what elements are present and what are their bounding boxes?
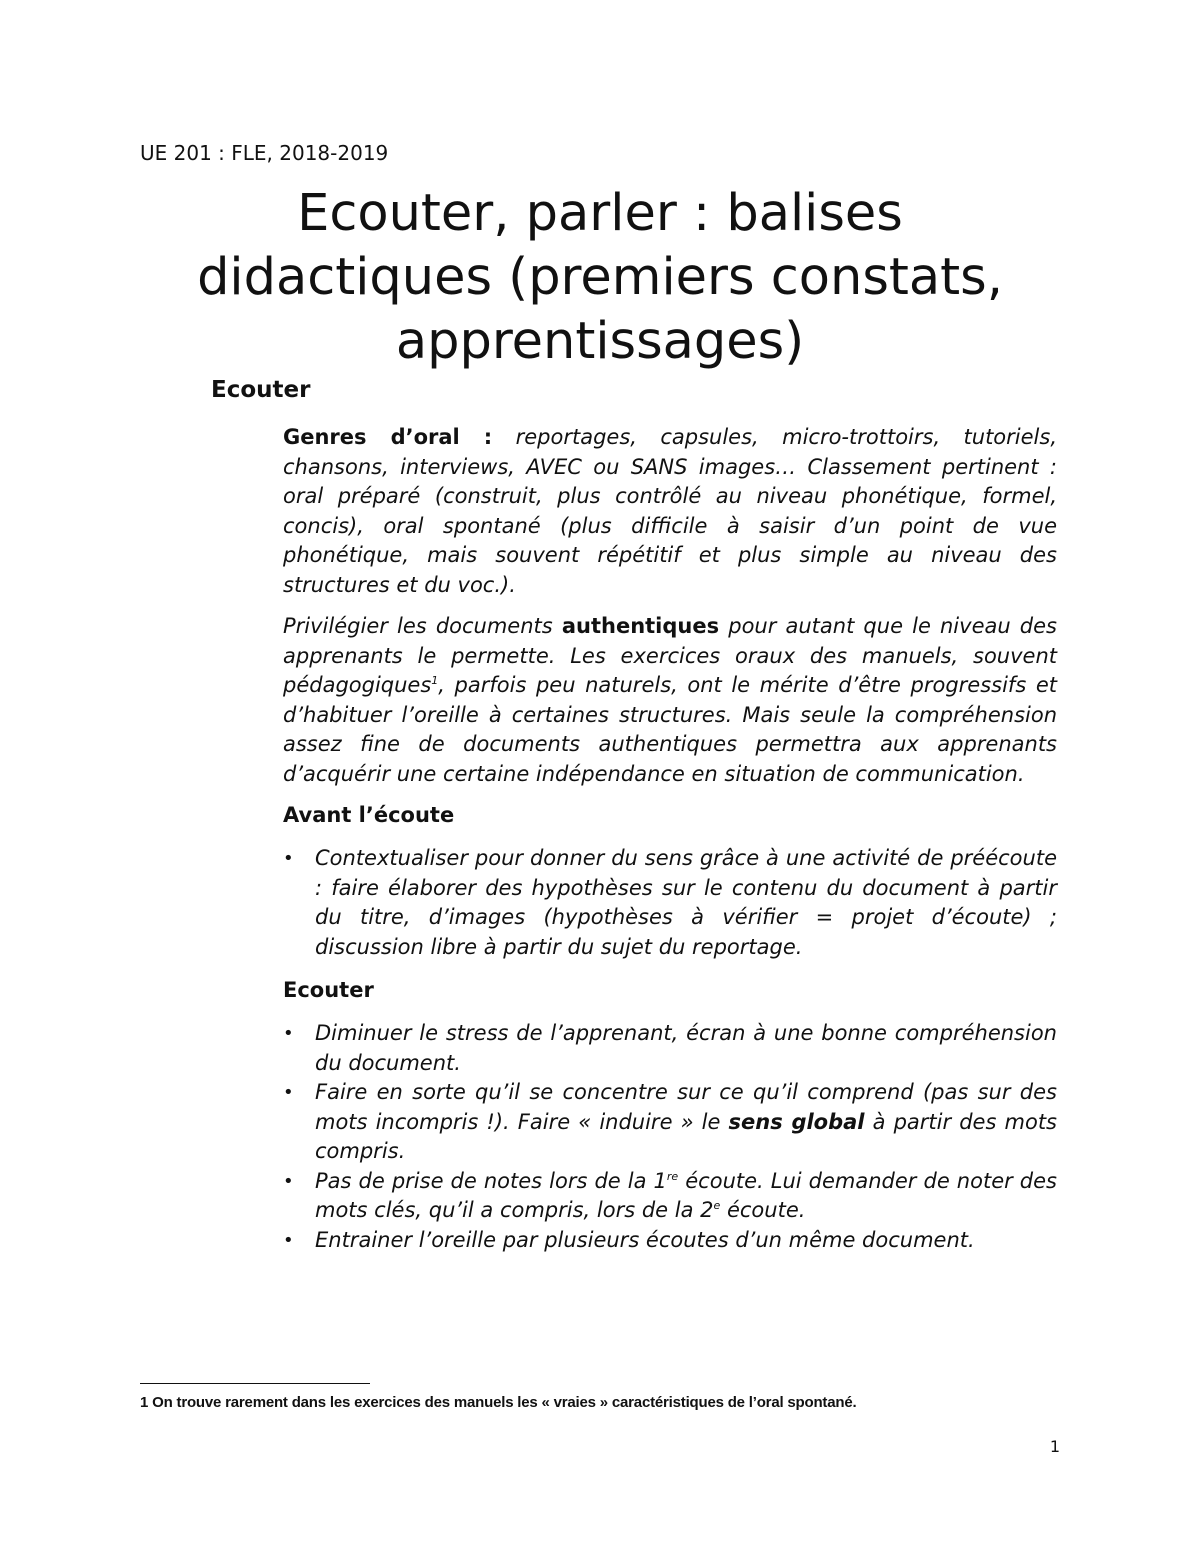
title-line-3: apprentissages) bbox=[395, 312, 805, 371]
genres-text: reportages, capsules, micro-trottoirs, tutoriels, chansons, interviews, AVEC ou SANS images… Classement pertinent : oral préparé (construit, plus contrôlé au niveau phonétique, formel, concis), oral spontané (plus difficile à saisir d’un point de vue phonétique, mais souvent répétitif et plus simple au niveau des structures et du voc.). bbox=[283, 425, 1057, 597]
list-item-text: Faire en sorte qu’il se concentre sur ce qu’il comprend (pas sur des mots incompris !). Faire « induire » le bbox=[315, 1080, 1057, 1134]
listening-list bbox=[283, 1019, 1057, 1255]
list-item bbox=[283, 1167, 1057, 1226]
list-item-text-after: à partir des mots compris. bbox=[315, 1109, 1058, 1163]
list-item bbox=[283, 1019, 1057, 1078]
genres-paragraph bbox=[283, 423, 1057, 600]
footnote-reference[interactable]: 1 bbox=[431, 674, 439, 687]
list-item-text-mid: écoute. Lui demander de noter des mots clés, qu’il a compris, lors de la 2 bbox=[315, 1168, 1057, 1222]
bullet-icon: • bbox=[283, 1229, 294, 1251]
list-item-text: Pas de prise de notes lors de la 1 bbox=[315, 1168, 667, 1193]
authentic-text-middle: pour autant que le niveau des apprenants le permette. Les exercices oraux des manuels, souvent pédagogiques bbox=[283, 614, 1057, 697]
bullet-icon: • bbox=[283, 1023, 294, 1044]
bullet-icon: • bbox=[283, 848, 294, 869]
list-item-text: Entrainer l’oreille par plusieurs écoutes d’un même document. bbox=[315, 1227, 975, 1252]
footnote bbox=[140, 1393, 1100, 1413]
title-line-2: didactiques (premiers constats, bbox=[197, 248, 1003, 307]
list-item bbox=[283, 1078, 1057, 1167]
ordinal-superscript: e bbox=[713, 1199, 721, 1212]
footnote-number: 1 bbox=[140, 1394, 149, 1411]
list-item-text: Diminuer le stress de l’apprenant, écran à une bonne compréhension du document. bbox=[315, 1021, 1057, 1075]
footnote-text: On trouve rarement dans les exercices des manuels les « vraies » caractéristiques de l’oral spontané. bbox=[148, 1394, 857, 1411]
ordinal-superscript: re bbox=[666, 1169, 679, 1183]
authentic-text-before: Privilégier les documents bbox=[283, 614, 562, 638]
page-number: 1 bbox=[1049, 1437, 1060, 1456]
list-item bbox=[283, 844, 1057, 962]
before-listening-list bbox=[283, 844, 1057, 962]
before-listening-heading: Avant l’écoute bbox=[283, 803, 455, 827]
title-line-1: Ecouter, parler : balises bbox=[297, 184, 903, 243]
list-item bbox=[283, 1226, 1057, 1256]
bullet-icon: • bbox=[283, 1082, 294, 1103]
footnote-separator bbox=[140, 1383, 370, 1384]
authentic-paragraph bbox=[283, 612, 1057, 789]
authentic-text-after: , parfois peu naturels, ont le mérite d’être progressifs et d’habituer l’oreille à certaines structures. Mais seule la compréhension assez fine de documents authentiques permettra aux apprenants d’acquérir une certaine indépendance en situation de communication. bbox=[283, 673, 1057, 786]
global-sense-bold: sens global bbox=[728, 1109, 865, 1134]
list-item-text-end: écoute. bbox=[720, 1198, 806, 1222]
section-heading: Ecouter bbox=[211, 377, 311, 403]
listening-heading: Ecouter bbox=[283, 978, 374, 1002]
genres-label: Genres d’oral : bbox=[283, 425, 493, 449]
page-title bbox=[100, 182, 1100, 374]
list-item-text: Contextualiser pour donner du sens grâce à une activité de préécoute : faire élaborer des hypothèses sur le contenu du document à partir du titre, d’images (hypothèses à vérifier = projet d’écoute) ; discussion libre à partir du sujet du reportage. bbox=[315, 846, 1057, 959]
document-body bbox=[283, 423, 1057, 1269]
authentic-bold: authentiques bbox=[561, 614, 720, 638]
course-header: UE 201 : FLE, 2018-2019 bbox=[140, 141, 389, 165]
bullet-icon: • bbox=[283, 1170, 294, 1192]
